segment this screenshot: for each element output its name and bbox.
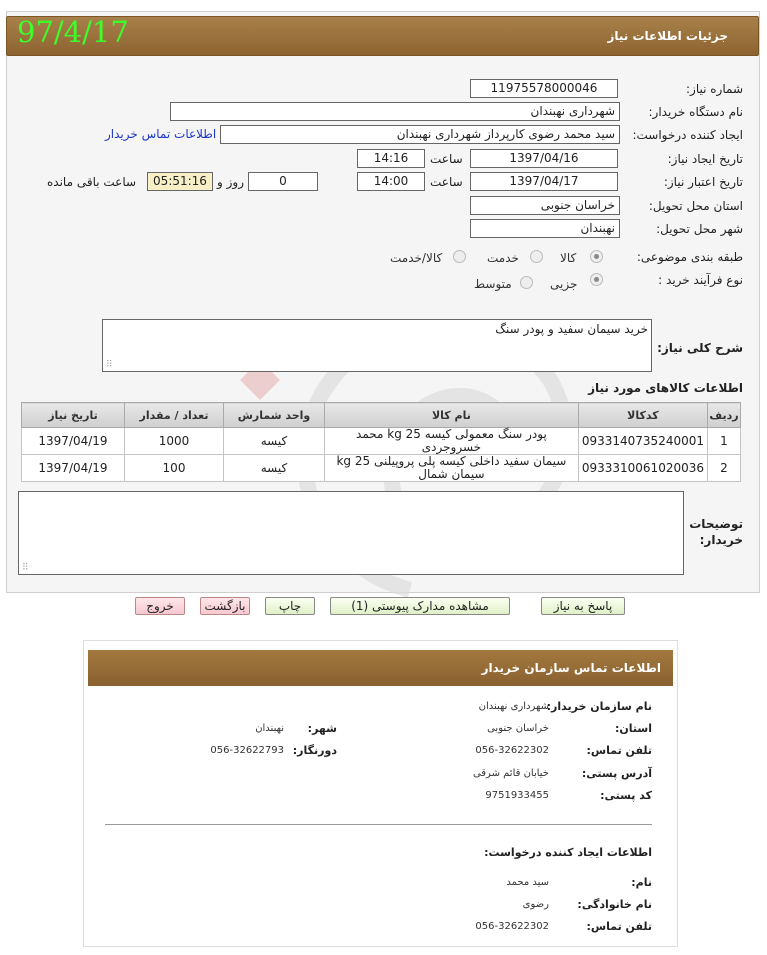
creator-title: اطلاعات ایجاد کننده درخواست: [484,846,652,859]
category-goods-service-label: کالا/خدمت [390,251,443,265]
created-time-field: 14:16 [357,149,425,168]
creator-name-value: سید محمد [506,877,549,888]
col-need-date: تاریخ نیاز [22,403,125,428]
col-quantity: تعداد / مقدار [125,403,224,428]
contact-city-value: نهبندان [255,723,284,734]
contact-address-label: آدرس پستی: [581,767,652,780]
need-date-cell: 1397/04/19 [22,455,125,482]
attachments-button[interactable]: مشاهده مدارک پیوستی (1) [330,597,510,615]
items-header-row [22,403,741,428]
process-medium-label: متوسط [474,277,512,291]
valid-time-label: ساعت [430,175,463,189]
table-row [22,428,741,455]
resize-grip-icon: ⠿ [22,563,29,573]
contact-phone-label: تلفن تماس: [586,744,652,757]
buyer-contact-link[interactable]: اطلاعات تماس خریدار [105,127,217,141]
contact-fax-value: 056-32622793 [210,745,284,756]
contact-postal-value: 9751933455 [485,790,549,801]
items-table [21,402,741,482]
summary-text: خرید سیمان سفید و پودر سنگ [495,322,648,336]
item-name-cell: پودر سنگ معمولی کیسه 25 kg محمد خسروجردی [325,428,579,455]
contact-postal-label: کد پستی: [600,789,652,802]
item-name-cell: سیمان سفید داخلی کیسه پلی پروپیلنی 25 kg سیمان شمال [325,455,579,482]
exit-button[interactable]: خروج [135,597,185,615]
print-button[interactable]: چاپ [265,597,315,615]
row-number-cell: 1 [708,428,741,455]
col-row-number: ردیف [708,403,741,428]
contact-org-value: شهرداری نهبندان [478,701,549,712]
days-label: روز و [217,175,244,189]
category-radio-service[interactable] [530,250,543,263]
process-label: نوع فرآیند خرید : [658,273,743,287]
creator-family-value: رضوی [522,899,549,910]
created-date-field: 1397/04/16 [470,149,618,168]
city-label: شهر محل تحویل: [656,222,743,236]
contact-fax-label: دورنگار: [292,744,337,757]
header-date: 97/4/17 [17,15,129,49]
col-item-code: کدکالا [578,403,707,428]
process-radio-minor[interactable] [590,273,603,286]
category-radio-goods-service[interactable] [453,250,466,263]
page-header [6,16,759,56]
category-radio-goods[interactable] [590,250,603,263]
remaining-label: ساعت باقی مانده [47,175,137,189]
notes-label-line2: خریدار: [699,533,743,547]
requester-field: سید محمد رضوی کارپرداز شهرداری نهبندان [220,125,620,144]
contact-title: اطلاعات تماس سازمان خریدار [481,661,661,675]
summary-textbox [102,319,652,372]
notes-label-line1: توضیحات [689,517,743,531]
days-field: 0 [248,172,318,191]
category-goods-label: کالا [560,251,577,265]
col-unit: واحد شمارش [224,403,325,428]
valid-time-field: 14:00 [357,172,425,191]
created-time-label: ساعت [430,152,463,166]
buyer-org-label: نام دستگاه خریدار: [648,105,743,119]
page-title: جزئیات اطلاعات نیاز [607,29,728,43]
item-code-cell: 0933140735240001 [578,428,707,455]
process-radio-medium[interactable] [520,276,533,289]
category-label: طبقه بندی موضوعی: [636,250,743,264]
summary-label: شرح کلی نیاز: [657,341,743,355]
contact-divider [105,824,652,825]
contact-header [88,650,673,686]
table-row [22,455,741,482]
creator-family-label: نام خانوادگی: [577,898,652,911]
need-date-cell: 1397/04/19 [22,428,125,455]
reply-button[interactable]: پاسخ به نیاز [541,597,625,615]
buyer-org-field: شهرداری نهبندان [170,102,620,121]
quantity-cell: 100 [125,455,224,482]
creator-phone-value: 056-32622302 [475,921,549,932]
province-label: استان محل تحویل: [648,199,743,213]
valid-date-label: تاریخ اعتبار نیاز: [663,175,743,189]
city-field: نهبندان [470,219,620,238]
contact-province-value: خراسان جنوبی [487,723,549,734]
col-item-name: نام کالا [325,403,579,428]
created-date-label: تاریخ ایجاد نیاز: [667,152,743,166]
contact-org-label: نام سازمان خریدار: [546,700,652,713]
valid-date-field: 1397/04/17 [470,172,618,191]
creator-phone-label: تلفن تماس: [586,920,652,933]
unit-cell: کیسه [224,428,325,455]
requester-label: ایجاد کننده درخواست: [632,128,743,142]
remaining-time-field: 05:51:16 [147,172,213,191]
item-code-cell: 0933310061020036 [578,455,707,482]
contact-phone-value: 056-32622302 [475,745,549,756]
resize-grip-icon: ⠿ [106,360,113,370]
unit-cell: کیسه [224,455,325,482]
contact-province-label: استان: [615,722,652,735]
quantity-cell: 1000 [125,428,224,455]
back-button[interactable]: بازگشت [200,597,250,615]
contact-city-label: شهر: [307,722,337,735]
province-field: خراسان جنوبی [470,196,620,215]
contact-address-value: خیابان قائم شرقی [472,768,549,779]
process-minor-label: جزیی [550,277,578,291]
need-number-label: شماره نیاز: [686,82,743,96]
items-section-title: اطلاعات کالاهای مورد نیاز [588,381,743,395]
need-number-field: 11975578000046 [470,79,618,98]
creator-name-label: نام: [631,876,652,889]
buyer-notes-textbox [18,491,684,575]
category-service-label: خدمت [487,251,519,265]
row-number-cell: 2 [708,455,741,482]
